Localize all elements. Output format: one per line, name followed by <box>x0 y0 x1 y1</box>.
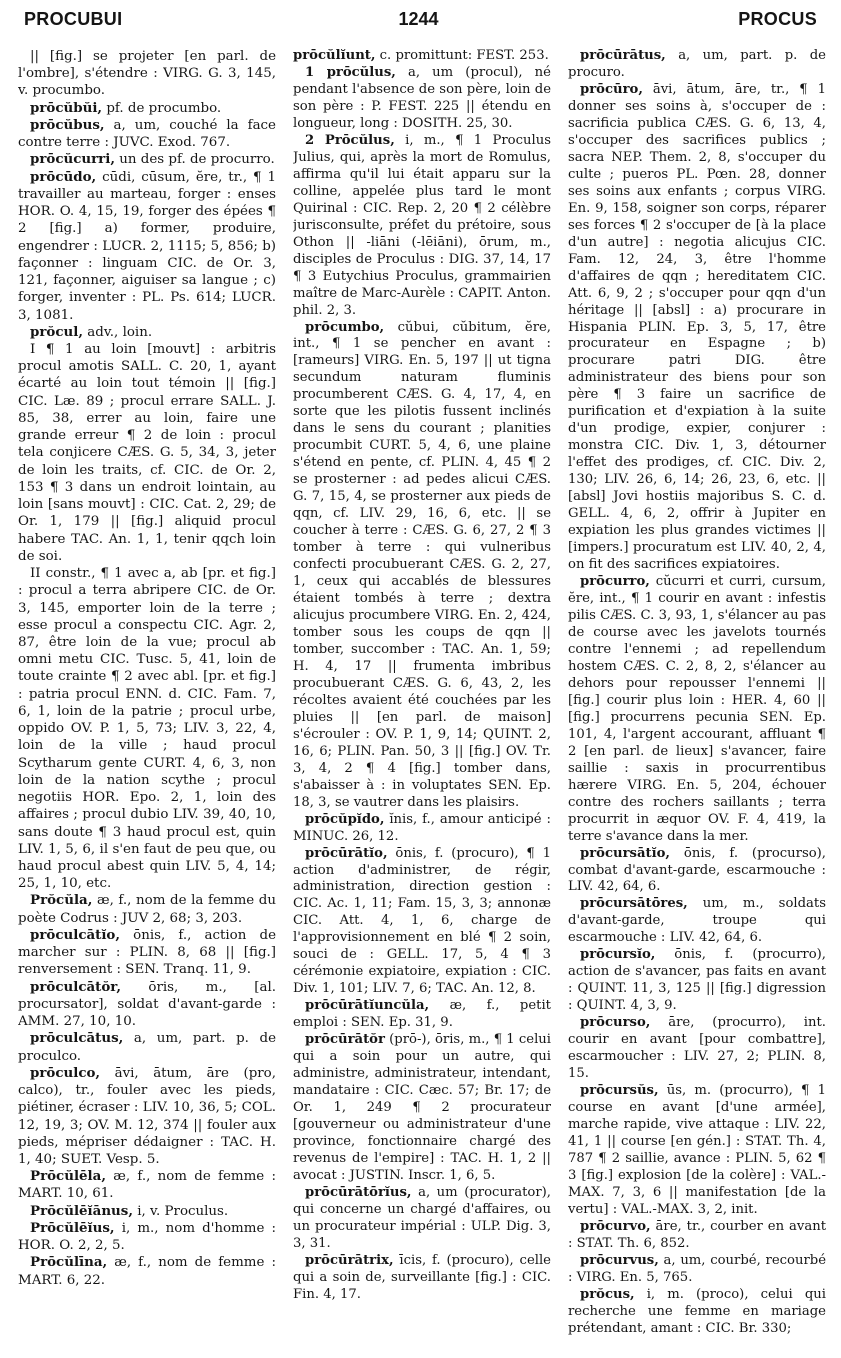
entry-definition: (prō-), ōris, m., ¶ 1 celui qui a soin pour un autre, qui administre, administrateur, intendant, mandataire : CIC. Cæc. 57; Br. 17; de Or. 1, 249 ¶ 2 procurateur [gouverneur ou administrateur d'une province, fonctionnaire chargé des revenus de l'empire] : TAC. H. 1, 2 || avocat : JUSTIN. Inscr. 1, 6, 5. <box>293 1032 551 1183</box>
dictionary-entry <box>18 1254 276 1288</box>
entry-definition: a, um, part. p. de proculco. <box>18 1031 276 1064</box>
entry-headword: prōcūrātōrĭus, <box>305 1184 412 1200</box>
entry-definition: ūs, m. (procurro), ¶ 1 course en avant [d'une armée], marche rapide, vive attaque : LIV. 22, 41, 1 || course [en gén.] : STAT. Th. 4, 787 ¶ 2 saillie, avance : PLIN. 5, 62 ¶ 3 [fig.] explosion [de la colère] : VAL.-MAX. 7, 3, 6 || manifestation [de la vertu] : VAL.-MAX. 3, 2, init. <box>568 1083 826 1217</box>
entry-headword: prōcūdo, <box>30 168 97 185</box>
column-1 <box>18 48 276 1348</box>
entry-headword: prōcursŭs, <box>580 1083 659 1099</box>
column-3 <box>568 48 826 1348</box>
entry-definition: adv., loin. <box>87 324 153 340</box>
entry-headword: prōcŭlĭunt, <box>293 48 376 63</box>
entry-definition: æ, f., nom de femme : MART. 10, 61. <box>18 1169 276 1202</box>
header-first-word: PROCUBUI <box>24 9 123 29</box>
entry-headword: prōculco, <box>30 1064 101 1081</box>
dictionary-entry <box>18 151 276 168</box>
entry-headword: Prŏcŭla, <box>30 892 93 909</box>
dictionary-entry <box>293 812 551 846</box>
dictionary-entry <box>568 846 826 897</box>
entry-definition: æ, f., petit emploi : SEN. Ep. 31, 9. <box>293 998 551 1031</box>
dictionary-entry <box>18 48 276 100</box>
dictionary-entry <box>18 169 276 324</box>
dictionary-entry <box>568 947 826 1015</box>
entry-definition: um, m., soldats d'avant-garde, troupe qui escarmouche : LIV. 42, 64, 6. <box>568 896 826 946</box>
dictionary-entry <box>293 1032 551 1185</box>
entry-headword: prōcŭcurri, <box>30 151 115 168</box>
dictionary-entry <box>568 1015 826 1083</box>
entry-definition: i, v. Proculus. <box>137 1203 229 1219</box>
running-header <box>16 9 821 39</box>
dictionary-entry <box>18 565 276 892</box>
dictionary-entry <box>293 846 551 999</box>
entry-definition: a, um (procurator), qui concerne un chargé d'affaires, ou un procurateur impérial : ULP. Dig. 3, 3, 31. <box>293 1184 551 1251</box>
entry-headword: prŏcul, <box>30 323 83 340</box>
entry-headword: prōcursātōres, <box>580 896 688 912</box>
dictionary-entry <box>293 320 551 812</box>
entry-definition: i, m., nom d'homme : HOR. O. 2, 2, 5. <box>18 1220 276 1254</box>
dictionary-entry <box>18 892 276 926</box>
dictionary-entry <box>18 117 276 151</box>
entry-headword: 2 Prōcŭlus, <box>305 132 395 148</box>
dictionary-entry <box>293 998 551 1032</box>
entry-definition: a, um, courbé, recourbé : VIRG. En. 5, 765. <box>568 1252 826 1285</box>
entry-headword: prōcumbo, <box>305 319 385 335</box>
dictionary-entry <box>18 100 276 117</box>
entry-headword: prōculcātŏr, <box>30 978 122 995</box>
dictionary-entry <box>568 1287 826 1338</box>
entry-headword: prōcŭpĭdo, <box>305 811 385 827</box>
page-number: 1244 <box>398 9 439 29</box>
dictionary-entry <box>18 1168 276 1202</box>
entry-definition: cŭbui, cŭbitum, ĕre, int., ¶ 1 se pencher en avant : [rameurs] VIRG. En. 5, 197 || ut tigna secundum naturam fluminis procumberent CÆS. G. 4, 17, 4, en sorte que les pilotis fussent inclinés dans le sens du courant ; planities procumbit CURT. 5, 4, 6, une plaine s'étend en pente, cf. PLIN. 4, 45 ¶ 2 se prosterner : ad pedes alicui CÆS. G. 7, 15, 4, se prosterner aux pieds de qqn, cf. LIV. 29, 16, 6, etc. || se coucher à terre : CÆS. G. 6, 27, 2 ¶ 3 tomber à terre : qui vulneribus confecti procubuerant CÆS. G. 2, 27, 1, ceux qui accablés de blessures étaient tombés à terre ; dextra alicujus procumbere VIRG. En. 2, 424, tomber sous les coups de qqn || tomber, succomber : TAC. An. 1, 59; H. 4, 17 || frumenta imbribus procubuerant CÆS. G. 6, 43, 2, les récoltes avaient été couchées par les pluies || [en parl. de maison] s'écrouler : OV. P. 1, 9, 14; QUINT. 2, 16, 6; PLIN. Pan. 50, 3 || [fig.] OV. Tr. 3, 4, 2 ¶ 4 [fig.] tomber dans, s'abaisser à : in voluptates SEN. Ep. 18, 3, se vautrer dans les plaisirs. <box>293 319 551 810</box>
dictionary-entry <box>293 1253 551 1304</box>
entry-definition: cūdi, cūsum, ĕre, tr., ¶ 1 travailler au marteau, forger : enses HOR. O. 4, 15, 19, forger des épées ¶ 2 [fig.] a) former, produire, engendrer : LUCR. 2, 1115; 5, 856; b) façonner : linguam CIC. de Or. 3, 121, façonner, aiguiser sa langue ; c) forger, inventer : PL. Ps. 614; LUCR. 3, 1081. <box>18 169 276 323</box>
entry-definition: āre, (procurro), int. courir en avant [pour combattre], escarmoucher : LIV. 27, 2; PLIN. 8, 15. <box>568 1015 826 1082</box>
entry-headword: prōculcātĭo, <box>30 926 121 943</box>
entry-definition: II constr., ¶ 1 avec a, ab [pr. et fig.] : procul a terra abripere CIC. de Or. 3, 145, emporter loin de la terre ; esse procul a conspectu CIC. Agr. 2, 87, être loin de la vue; procul ab omni metu CIC. Tusc. 5, 41, loin de toute crainte ¶ 2 avec abl. [pr. et fig.] : patria procul ENN. d. CIC. Fam. 7, 6, 1, loin de la patrie ; procul urbe, oppido OV. P. 1, 5, 73; LIV. 3, 22, 4, loin de la ville ; haud procul Scytharum gente CURT. 4, 6, 3, non loin de la nation scythe ; procul negotiis HOR. Epo. 2, 1, loin des affaires ; procul dubio LIV. 39, 40, 10, sans doute ¶ 3 haud procul est, quin LIV. 1, 5, 6, il s'en faut de peu que, ou haud procul abest quin LIV. 5, 4, 14; 25, 1, 10, etc. <box>18 566 276 892</box>
entry-headword: Prōcŭlēla, <box>30 1168 106 1185</box>
entry-definition: æ, f., nom de la femme du poète Codrus : JUV 2, 68; 3, 203. <box>18 893 276 926</box>
entry-headword: prōcūrātus, <box>580 48 666 63</box>
entry-definition: ōnis, f., action de marcher sur : PLIN. 8, 68 || [fig.] renversement : SEN. Tranq. 11, 9. <box>18 927 276 978</box>
entry-definition: ĭnis, f., amour anticipé : MINUC. 26, 12. <box>293 811 551 844</box>
entry-headword: prōcurro, <box>580 574 650 590</box>
entry-headword: prōcūro, <box>580 81 643 97</box>
entry-headword: prōcurso, <box>580 1015 651 1031</box>
dictionary-entry <box>568 1219 826 1253</box>
entry-definition: i, m. (proco), celui qui recherche une femme en mariage prétendant, amant : CIC. Br. 330; <box>568 1286 826 1336</box>
entry-definition: a, um, couché la face contre terre : JUVC. Exod. 767. <box>18 117 276 151</box>
entry-definition: i, m., ¶ 1 Proculus Julius, qui, après la mort de Romulus, affirma qu'il lui était apparu sur la colline, appelée plus tard le mont Quirinal : CIC. Rep. 2, 20 ¶ 2 célèbre jurisconsulte, préfet du prétoire, sous Othon || -liāni (-lēiāni), ōrum, m., disciples de Proculus : DIG. 37, 14, 17 ¶ 3 Eutychius Proculus, grammairien maître de Marc-Aurèle : CAPIT. Anton. phil. 2, 3. <box>293 132 551 318</box>
entry-headword: 1 prōcŭlus, <box>305 64 396 80</box>
entry-headword: prōcŭbus, <box>30 116 105 133</box>
entry-definition: c. promittunt: FEST. 253. <box>379 48 549 63</box>
dictionary-entry <box>568 896 826 947</box>
dictionary-entry <box>18 1030 276 1064</box>
entry-headword: prōcurvus, <box>580 1252 659 1268</box>
entry-definition: a, um (procul), né pendant l'absence de son père, loin de son père : P. FEST. 225 || étendu en longueur, long : DOSITH. 25, 30. <box>293 64 551 131</box>
entry-headword: prōcurvo, <box>580 1218 651 1234</box>
entry-definition: āvi, ātum, āre (pro, calco), tr., fouler avec les pieds, piétiner, écraser : LIV. 10, 36, 5; COL. 12, 19, 3; OV. M. 12, 374 || fouler aux pieds, mépriser dédaigner : TAC. H. 1, 40; SUET. Vesp. 5. <box>18 1065 276 1167</box>
entry-headword: Prōcŭlīna, <box>30 1254 108 1271</box>
entry-headword: prōculcātus, <box>30 1030 124 1047</box>
dictionary-entry <box>293 65 551 133</box>
entry-definition: a, um, part. p. de procuro. <box>568 48 826 80</box>
entry-headword: prŏcus, <box>580 1286 635 1302</box>
entry-headword: prōcŭbŭi, <box>30 99 103 116</box>
entry-definition: āre, tr., courber en avant : STAT. Th. 6, 852. <box>568 1218 826 1251</box>
entry-definition: || [fig.] se projeter [en parl. de l'ombre], s'étendre : VIRG. G. 3, 145, v. procumbo. <box>18 49 276 99</box>
entry-headword: prōcursātĭo, <box>580 845 670 861</box>
entry-definition: un des pf. de procurro. <box>119 152 275 168</box>
entry-headword: prōcursĭo, <box>580 947 656 963</box>
dictionary-entry <box>293 48 551 65</box>
dictionary-entry <box>18 927 276 979</box>
entry-headword: Prōcŭlēĭānus, <box>30 1202 133 1219</box>
dictionary-entry <box>18 1203 276 1220</box>
entry-definition: I ¶ 1 au loin [mouvt] : arbitris procul amotis SALL. C. 20, 1, ayant écarté au loin tout témoin || [fig.] CIC. Læ. 89 ; procul errare SALL. J. 85, 38, errer au loin, faire une grande erreur ¶ 2 de loin : procul tela conjicere CÆS. G. 5, 34, 3, jeter de loin les traits, cf. CIC. de Or. 2, 153 ¶ 3 dans un endroit lointain, au loin [sans mouvt] : CIC. Cat. 2, 29; de Or. 1, 179 || [fig.] aliquid procul habere TAC. An. 1, 1, tenir qqch loin de soi. <box>18 341 276 564</box>
dictionary-columns <box>18 48 826 1348</box>
dictionary-entry <box>568 1083 826 1219</box>
column-2 <box>293 48 551 1348</box>
entry-definition: āvi, ātum, āre, tr., ¶ 1 donner ses soins à, s'occuper de : sacrificia publica CÆS. G. 6, 13, 4, s'occuper des sacrifices publics ; sacra NEP. Them. 2, 8, s'occuper du culte ; pueros PL. Pœn. 28, donner ses soins aux enfants ; corpus VIRG. En. 9, 158, soigner son corps, réparer ses forces ¶ 2 s'occuper de [à la place d'un autre] : negotia alicujus CIC. Fam. 12, 24, 3, être l'homme d'affaires de qqn ; hereditatem CIC. Att. 6, 9, 2 ; s'occuper pour qqn d'un héritage || [absl] : a) procurare in Hispania PLIN. Ep. 3, 5, 17, être procurateur en Espagne ; b) procurare patri DIG. être administrateur des biens pour son père ¶ 3 faire un sacrifice de purification et d'expiation à la suite d'un prodige, expier, conjurer : monstra CIC. Div. 1, 3, détourner l'effet des prodiges, cf. CIC. Div. 2, 130; LIV. 26, 6, 14; 26, 23, 6, etc. || [absl] Jovi hostiis majoribus S. C. d. GELL. 4, 6, 2, offrir à Jupiter en expiation les plus grandes victimes || [impers.] procuratum est LIV. 40, 2, 4, on fit des sacrifices expiatoires. <box>568 81 826 573</box>
entry-headword: prōcūrātĭo, <box>305 845 388 861</box>
dictionary-entry <box>293 1185 551 1253</box>
entry-definition: cŭcurri et curri, cursum, ĕre, int., ¶ 1 courir en avant : infestis pilis CÆS. C. 3, 93, 1, s'élancer au pas de course avec les javelots tournés contre l'ennemi ; ad repellendum hostem CÆS. C. 2, 8, 2, s'élancer au dehors pour repousser l'ennemi || [fig.] courir plus loin : HER. 4, 60 || [fig.] procurrens pecunia SEN. Ep. 101, 4, l'argent accourant, affluant ¶ 2 [en parl. de lieux] s'avancer, faire saillie : saxis in procurrentibus hærere VIRG. En. 5, 204, échouer contre des rochers saillants ; terra procurrit in æquor OV. F. 4, 419, la terre s'avance dans la mer. <box>568 574 826 844</box>
dictionary-entry <box>568 48 826 82</box>
dictionary-entry <box>18 1220 276 1254</box>
entry-headword: prōcūrātrix, <box>305 1252 394 1268</box>
dictionary-entry <box>18 1065 276 1168</box>
header-last-word: PROCUS <box>738 9 817 29</box>
dictionary-entry <box>18 341 276 565</box>
entry-definition: īcis, f. (procuro), celle qui a soin de, surveillante [fig.] : CIC. Fin. 4, 17. <box>293 1252 551 1302</box>
entry-definition: pf. de procumbo. <box>106 100 222 116</box>
entry-definition: ōnis, f. (procuro), ¶ 1 action d'administrer, de régir, administration, direction gestion : CIC. Ac. 1, 11; Fam. 15, 3, 3; annonæ CIC. Att. 4, 1, 6, charge de l'approvisionnement en blé ¶ 2 soin, souci de : GELL. 17, 5, 4 ¶ 3 cérémonie expiatoire, expiation : CIC. Div. 1, 101; LIV. 7, 6; TAC. An. 12, 8. <box>293 845 551 997</box>
entry-definition: ōnis, f. (procurro), action de s'avancer, pas faits en avant : QUINT. 11, 3, 125 || [fig.] digression : QUINT. 4, 3, 9. <box>568 947 826 1014</box>
entry-definition: ōris, m., [al. procursator], soldat d'avant-garde : AMM. 27, 10, 10. <box>18 979 276 1030</box>
entry-headword: prōcūrātĭuncŭla, <box>305 998 430 1014</box>
dictionary-entry <box>568 574 826 846</box>
entry-headword: Prōcŭlēĭus, <box>30 1219 115 1236</box>
dictionary-entry <box>18 979 276 1031</box>
dictionary-entry <box>568 82 826 574</box>
dictionary-entry <box>568 1253 826 1287</box>
entry-definition: ōnis, f. (procurso), combat d'avant-garde, escarmouche : LIV. 42, 64, 6. <box>568 845 826 895</box>
dictionary-entry <box>293 133 551 320</box>
dictionary-entry <box>18 324 276 341</box>
entry-headword: prōcūrātŏr <box>305 1032 385 1048</box>
entry-definition: æ, f., nom de femme : MART. 6, 22. <box>18 1255 276 1288</box>
